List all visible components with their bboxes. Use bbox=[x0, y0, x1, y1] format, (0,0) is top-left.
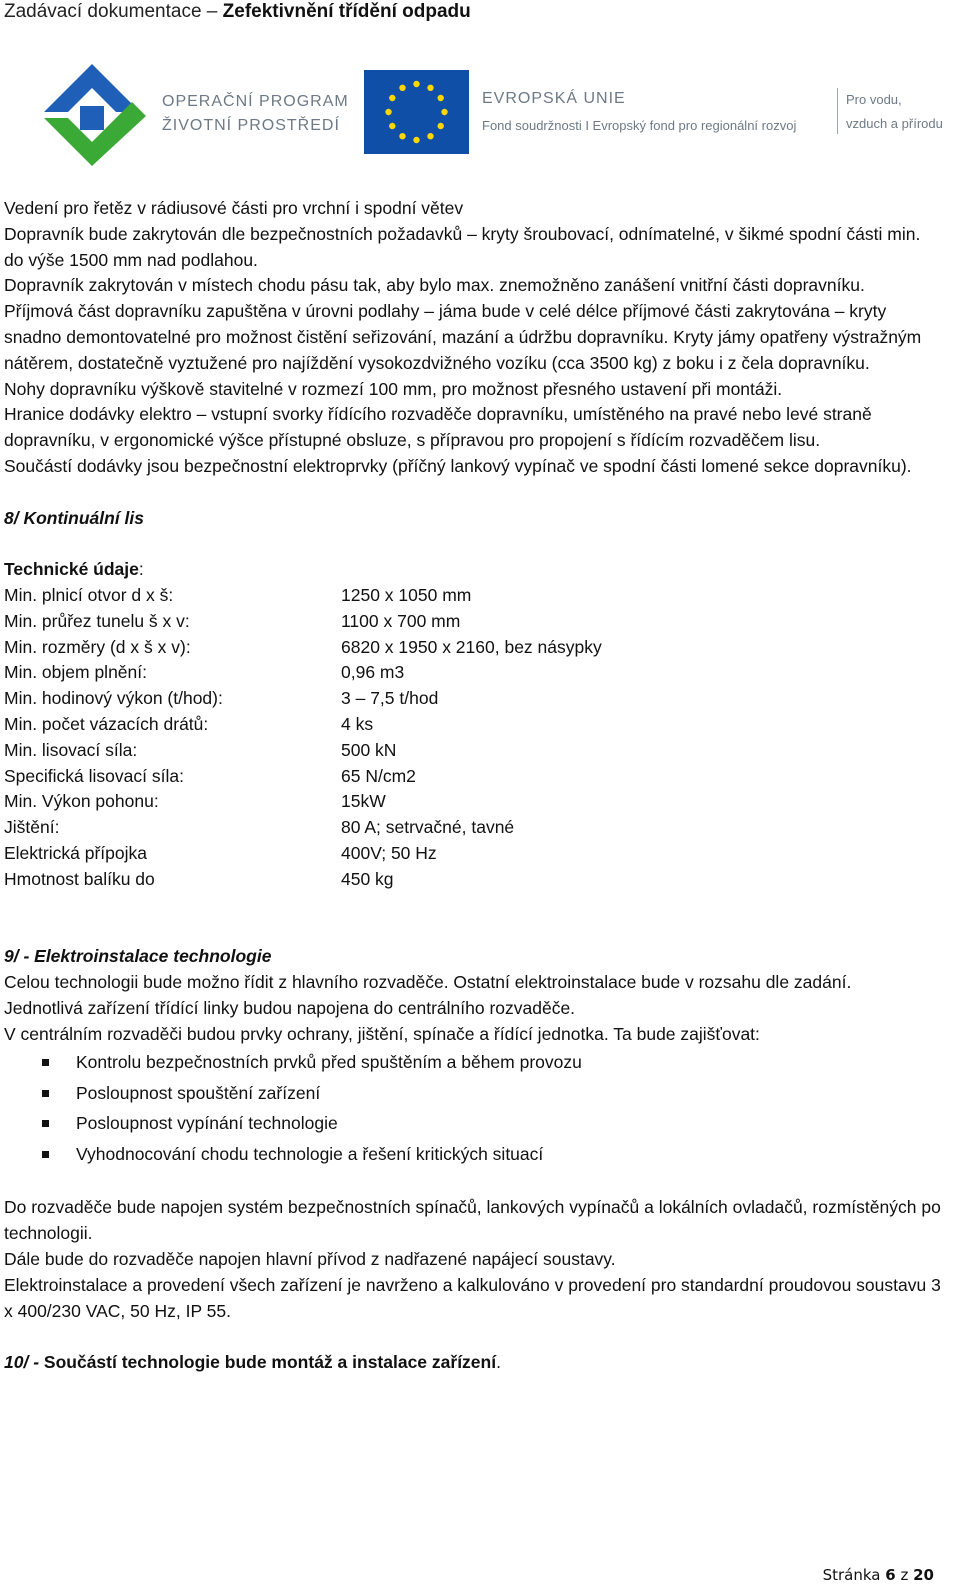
list-item-text: Vyhodnocování chodu technologie a řešení kritických situací bbox=[76, 1144, 544, 1165]
document-body bbox=[4, 196, 944, 1376]
motto-line-1: Pro vodu, bbox=[846, 92, 902, 107]
eu-flag-icon bbox=[364, 70, 469, 154]
square-bullet-icon bbox=[42, 1120, 49, 1127]
page-number-total: 20 bbox=[913, 1566, 934, 1584]
spec-label: Min. průřez tunelu š x v: bbox=[4, 610, 190, 631]
section-9-closing: Do rozvaděče bude napojen systém bezpečnostních spínačů, lankových vypínačů a lokálních ovladačů, rozmístěných po technologii. bbox=[4, 1197, 941, 1244]
spec-value: 15kW bbox=[341, 791, 386, 812]
section-9-paragraph: V centrálním rozvaděči budou prvky ochrany, jištění, spínače a řídící jednotka. Ta bude zajišťovat: bbox=[4, 1023, 760, 1044]
header-separator: – bbox=[206, 1, 218, 22]
intro-paragraph: Příjmová část dopravníku zapuštěna v úrovni podlahy – jáma bude v celé délce příjmové části zakrytována – kryty snadno demontovatelné pro možnost čistění seřizování, mazání a údržbu dopravníku. Kryty jámy opatřeny výstražným nátěrem, dostatečně vyztužené pro najíždění vysokozdvižného vozíku (cca 3500 kg) z boku i z čela dopravníku. bbox=[4, 301, 922, 373]
specs-heading-colon: : bbox=[138, 559, 144, 580]
section-9-closing: Dále bude do rozvaděče napojen hlavní přívod z nadřazené napájecí soustavy. bbox=[4, 1249, 616, 1270]
spec-value: 4 ks bbox=[341, 713, 374, 734]
spec-label: Specifická lisovací síla: bbox=[4, 765, 184, 786]
header-doc-label: Zadávací dokumentace bbox=[4, 1, 202, 22]
logo-divider bbox=[837, 88, 838, 134]
spec-row bbox=[4, 841, 944, 867]
page-number-of: z bbox=[900, 1566, 909, 1584]
spec-row bbox=[4, 867, 944, 893]
section-10-period: . bbox=[496, 1352, 501, 1373]
section-9-closing: Elektroinstalace a provedení všech zařízení je navrženo a kalkulováno v provedení pro standardní proudovou soustavu 3 x 400/230 VAC, 50 Hz, IP 55. bbox=[4, 1274, 941, 1321]
list-item bbox=[4, 1047, 944, 1078]
spec-label: Min. počet vázacích drátů: bbox=[4, 713, 209, 734]
spec-row bbox=[4, 686, 944, 712]
list-item-text: Posloupnost spouštění zařízení bbox=[76, 1082, 321, 1103]
list-item bbox=[4, 1139, 944, 1170]
section-9-heading: 9/ - Elektroinstalace technologie bbox=[4, 946, 272, 967]
spec-row bbox=[4, 635, 944, 661]
spec-row bbox=[4, 789, 944, 815]
logo-bar bbox=[36, 56, 956, 166]
spec-row bbox=[4, 815, 944, 841]
spec-value: 1250 x 1050 mm bbox=[341, 584, 472, 605]
spec-label: Jištění: bbox=[4, 817, 60, 838]
intro-paragraph: Dopravník bude zakrytován dle bezpečnostních požadavků – kryty šroubovací, odnímatelné, v šikmé spodní části min. do výše 1500 mm nad podlahou. bbox=[4, 223, 921, 270]
spec-label: Min. Výkon pohonu: bbox=[4, 791, 159, 812]
spec-value: 400V; 50 Hz bbox=[341, 842, 437, 863]
spec-row bbox=[4, 660, 944, 686]
specs-heading bbox=[4, 557, 944, 583]
section-9-paragraph: Jednotlivá zařízení třídící linky budou napojena do centrálního rozvaděče. bbox=[4, 997, 576, 1018]
intro-paragraph: Vedení pro řetěz v rádiusové části pro vrchní i spodní větev bbox=[4, 198, 464, 218]
spec-row bbox=[4, 764, 944, 790]
control-unit-functions-list bbox=[4, 1047, 944, 1169]
intro-paragraph: Dopravník zakrytován v místech chodu pásu tak, aby bylo max. znemožněno zanášení vnitřní části dopravníku. bbox=[4, 275, 865, 296]
square-bullet-icon bbox=[42, 1059, 49, 1066]
spec-label: Min. objem plnění: bbox=[4, 662, 147, 683]
opz-logo-icon bbox=[36, 62, 148, 166]
page-number-prefix: Stránka bbox=[822, 1566, 881, 1584]
intro-paragraph: Nohy dopravníku výškově stavitelné v rozmezí 100 mm, pro možnost přesného ustavení při montáži. bbox=[4, 378, 783, 399]
header-title: Zefektivnění třídění odpadu bbox=[222, 1, 471, 22]
spec-value: 450 kg bbox=[341, 868, 394, 889]
list-item-text: Posloupnost vypínání technologie bbox=[76, 1113, 338, 1134]
intro-paragraph: Hranice dodávky elektro – vstupní svorky řídícího rozvaděče dopravníku, umístěného na pravé nebo levé straně dopravníku, v ergonomické výšce přístupné obsluze, s přípravou pro propojení s řídícím rozvaděčem lisu. bbox=[4, 404, 872, 451]
opz-program-name bbox=[162, 90, 349, 138]
spec-label: Min. plnicí otvor d x š: bbox=[4, 584, 174, 605]
eu-title: EVROPSKÁ UNIE bbox=[482, 90, 626, 107]
spec-row bbox=[4, 738, 944, 764]
eu-subtitle: Fond soudržnosti I Evropský fond pro regionální rozvoj bbox=[482, 118, 797, 133]
spec-label: Min. hodinový výkon (t/hod): bbox=[4, 688, 223, 709]
section-10-number: 10/ - bbox=[4, 1352, 40, 1373]
specs-heading-text: Technické údaje bbox=[4, 559, 139, 580]
spec-value: 65 N/cm2 bbox=[341, 765, 416, 786]
opz-line-2: ŽIVOTNÍ PROSTŘEDÍ bbox=[162, 117, 340, 134]
spec-value: 80 A; setrvačné, tavné bbox=[341, 817, 515, 838]
intro-paragraph: Součástí dodávky jsou bezpečnostní elektroprvky (příčný lankový vypínač ve spodní části lomené sekce dopravníku). bbox=[4, 455, 912, 476]
spec-label: Min. rozměry (d x š x v): bbox=[4, 636, 191, 657]
spec-label: Hmotnost balíku do bbox=[4, 868, 155, 889]
list-item bbox=[4, 1078, 944, 1109]
spec-value: 6820 x 1950 x 2160, bez násypky bbox=[341, 636, 602, 657]
document-header bbox=[4, 0, 471, 24]
spec-label: Min. lisovací síla: bbox=[4, 739, 138, 760]
section-9-paragraph: Celou technologii bude možno řídit z hlavního rozvaděče. Ostatní elektroinstalace bude v rozsahu dle zadání. bbox=[4, 971, 852, 992]
spec-value: 500 kN bbox=[341, 739, 397, 760]
motto-line-2: vzduch a přírodu bbox=[846, 116, 943, 131]
spec-value: 1100 x 700 mm bbox=[341, 610, 461, 631]
list-item bbox=[4, 1108, 944, 1139]
spec-table bbox=[4, 583, 944, 893]
list-item-text: Kontrolu bezpečnostních prvků před spuštěním a během provozu bbox=[76, 1052, 582, 1073]
section-10-heading bbox=[4, 1350, 944, 1376]
square-bullet-icon bbox=[42, 1151, 49, 1158]
spec-row bbox=[4, 609, 944, 635]
square-bullet-icon bbox=[42, 1090, 49, 1097]
page-number bbox=[823, 1566, 934, 1584]
motto bbox=[846, 88, 943, 136]
section-8-heading: 8/ Kontinuální lis bbox=[4, 507, 145, 528]
spec-row bbox=[4, 583, 944, 609]
spec-row bbox=[4, 712, 944, 738]
spec-value: 3 – 7,5 t/hod bbox=[341, 688, 439, 709]
page-number-current: 6 bbox=[885, 1566, 896, 1584]
opz-line-1: OPERAČNÍ PROGRAM bbox=[162, 93, 349, 110]
spec-value: 0,96 m3 bbox=[341, 662, 405, 683]
section-10-text: Součástí technologie bude montáž a instalace zařízení bbox=[43, 1352, 497, 1373]
spec-label: Elektrická přípojka bbox=[4, 842, 147, 863]
